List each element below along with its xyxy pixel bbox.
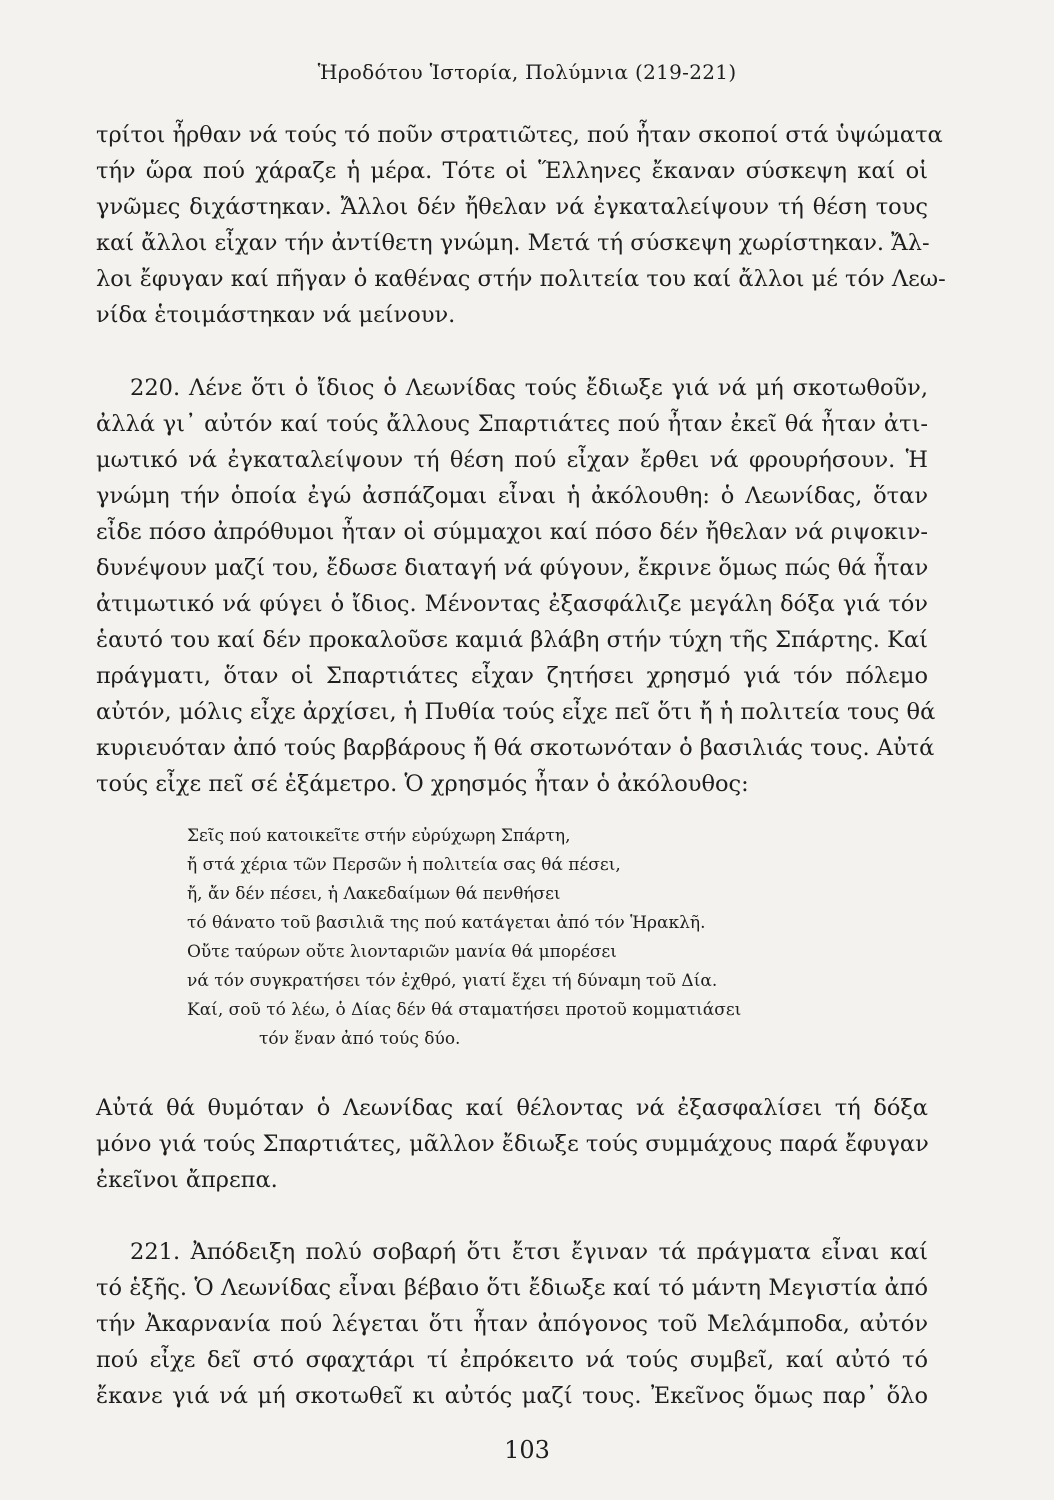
text-line: δυνέψουν μαζί του, ἔδωσε διαταγή νά φύγουν, ἔκρινε ὅμως πώς θά ἦταν [96, 555, 929, 581]
text-line: τρίτοι ἦρθαν νά τούς τό ποῦν στρατιῶτες, πού ἦταν σκοποί στά ὑψώματα [96, 122, 943, 148]
text-line: 221. Ἀπόδειξη πολύ σοβαρή ὅτι ἔτσι ἔγιναν τά πράγματα εἶναι καί [130, 1239, 928, 1265]
text-line: πράγματι, ὅταν οἱ Σπαρτιάτες εἶχαν ζητήσει χρησμό γιά τόν πόλεμο [96, 663, 928, 689]
text-line: μωτικό νά ἐγκαταλείψουν τή θέση πού εἶχαν ἔρθει νά φρουρήσουν. Ἡ [96, 447, 928, 473]
text-line: γνῶμες διχάστηκαν. Ἄλλοι δέν ἤθελαν νά ἐγκαταλείψουν τή θέση τους [96, 194, 928, 220]
text-line: ἐκεῖνοι ἄπρεπα. [96, 1167, 278, 1193]
text-line: ἔκανε γιά νά μή σκοτωθεῖ κι αὐτός μαζί τους. Ἐκεῖνος ὅμως παρ᾽ ὅλο [96, 1383, 928, 1409]
text-line: νίδα ἑτοιμάστηκαν νά μείνουν. [96, 302, 456, 328]
verse-line: τόν ἕναν ἀπό τούς δύο. [259, 1029, 461, 1049]
verse-line: ἤ, ἄν δέν πέσει, ἡ Λακεδαίμων θά πενθήσει [187, 884, 561, 904]
paragraph-220 [96, 370, 936, 802]
text-line: 220. Λένε ὅτι ὁ ἴδιος ὁ Λεωνίδας τούς ἔδιωξε γιά νά μή σκοτωθοῦν, [130, 375, 928, 401]
text-line: πού εἶχε δεῖ στό σφαχτάρι τί ἐπρόκειτο νά τούς συμβεῖ, καί αὐτό τό [96, 1347, 928, 1373]
text-line: ἀλλά γι᾽ αὐτόν καί τούς ἄλλους Σπαρτιάτες πού ἦταν ἐκεῖ θά ἦταν ἀτι- [96, 411, 928, 437]
text-line: λοι ἔφυγαν καί πῆγαν ὁ καθένας στήν πολιτεία του καί ἄλλοι μέ τόν Λεω- [96, 266, 946, 292]
text-line: καί ἄλλοι εἶχαν τήν ἀντίθετη γνώμη. Μετά τή σύσκεψη χωρίστηκαν. Ἄλ- [96, 230, 930, 256]
verse-line: νά τόν συγκρατήσει τόν ἐχθρό, γιατί ἔχει τή δύναμη τοῦ Δία. [187, 971, 718, 991]
text-line: τό ἑξῆς. Ὁ Λεωνίδας εἶναι βέβαιο ὅτι ἔδιωξε καί τό μάντη Μεγιστία ἀπό [96, 1275, 928, 1301]
text-line: ἑαυτό του καί δέν προκαλοῦσε καμιά βλάβη στήν τύχη τῆς Σπάρτης. Καί [96, 627, 928, 653]
text-line: ἀτιμωτικό νά φύγει ὁ ἴδιος. Μένοντας ἐξασφάλιζε μεγάλη δόξα γιά τόν [96, 591, 928, 617]
text-line: μόνο γιά τούς Σπαρτιάτες, μᾶλλον ἔδιωξε τούς συμμάχους παρά ἔφυγαν [96, 1131, 929, 1157]
paragraph-220-conclusion [96, 1090, 928, 1198]
verse-line: Σεῖς πού κατοικεῖτε στήν εὐρύχωρη Σπάρτη, [187, 826, 571, 846]
running-header: Ἡροδότου Ἱστορία, Πολύμνια (219-221) [317, 60, 737, 84]
text-line: Αὐτά θά θυμόταν ὁ Λεωνίδας καί θέλοντας νά ἐξασφαλίσει τή δόξα [96, 1095, 928, 1121]
oracle-verse [187, 822, 847, 1054]
text-line: τήν Ἀκαρνανία πού λέγεται ὅτι ἦταν ἀπόγονος τοῦ Μελάμποδα, αὐτόν [96, 1311, 928, 1337]
verse-line: ἤ στά χέρια τῶν Περσῶν ἡ πολιτεία σας θά πέσει, [187, 855, 621, 875]
text-line: γνώμη τήν ὁποία ἐγώ ἀσπάζομαι εἶναι ἡ ἀκόλουθη: ὁ Λεωνίδας, ὅταν [96, 483, 928, 509]
text-line: τούς εἶχε πεῖ σέ ἑξάμετρο. Ὁ χρησμός ἦταν ὁ ἀκόλουθος: [96, 771, 749, 797]
verse-line: τό θάνατο τοῦ βασιλιᾶ της πού κατάγεται ἀπό τόν Ἡρακλῆ. [187, 913, 706, 933]
paragraph-221 [96, 1234, 928, 1414]
text-line: αὐτόν, μόλις εἶχε ἀρχίσει, ἡ Πυθία τούς εἶχε πεῖ ὅτι ἤ ἡ πολιτεία τους θά [96, 699, 936, 725]
paragraph-219-continued [96, 117, 946, 333]
text-line: κυριευόταν ἀπό τούς βαρβάρους ἤ θά σκοτωνόταν ὁ βασιλιάς τους. Αὐτά [96, 735, 935, 761]
verse-line: Οὔτε ταύρων οὔτε λιονταριῶν μανία θά μπορέσει [187, 942, 617, 962]
page-number: 103 [504, 1436, 550, 1464]
text-line: τήν ὥρα πού χάραζε ἡ μέρα. Τότε οἱ Ἕλληνες ἔκαναν σύσκεψη καί οἱ [96, 158, 928, 184]
verse-line: Καί, σοῦ τό λέω, ὁ Δίας δέν θά σταματήσει προτοῦ κομματιάσει [187, 1000, 742, 1020]
text-line: εἶδε πόσο ἀπρόθυμοι ἦταν οἱ σύμμαχοι καί πόσο δέν ἤθελαν νά ριψοκιν- [96, 519, 928, 545]
